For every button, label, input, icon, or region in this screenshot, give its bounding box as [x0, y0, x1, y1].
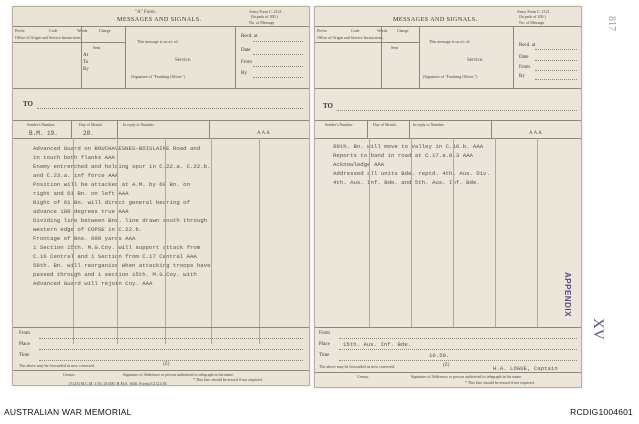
body-line: Right of 61 Bn. will direct general bearing of [33, 199, 191, 206]
footer-institution: AUSTRALIAN WAR MEMORIAL [4, 407, 132, 417]
erase-note: * This line should be erased if not required. [193, 377, 263, 382]
body-line: Acknowledge AAA [333, 161, 385, 168]
censor-label: Censor. [357, 374, 370, 379]
body-line: Dividing line between Bns. line drawn south through [33, 217, 208, 224]
message-on-ac-label: This message is on a/c of: [137, 39, 179, 44]
sent-label: Sent [93, 45, 101, 50]
form-label: "A" Form. [135, 10, 157, 15]
day-of-month-value: 28. [83, 130, 94, 137]
date-label: Date [519, 55, 529, 60]
message-form-right [314, 6, 582, 388]
signature-value: H.A. LOGUE, Captain [493, 365, 558, 372]
erase-note: * This line should be erased if not required. [465, 380, 535, 385]
in-reply-to-label: In reply to Number. [413, 122, 445, 127]
body-line: 59th. Bn. will reorganize when attacking troops have [33, 262, 211, 269]
appendix-roman-numeral: XV [590, 318, 606, 340]
time-value: 10.50. [429, 352, 450, 359]
form-title: MESSAGES AND SIGNALS. [393, 16, 478, 23]
forwarded-note: The above may be forwarded as now corrected. [19, 363, 95, 368]
in-reply-to-label: In reply to Number. [123, 122, 155, 127]
body-line: western edge of COPSE in C.22.b. [33, 226, 143, 233]
army-form-ref: Army Form C. 2121. [517, 9, 551, 14]
from-bottom-label: From [319, 331, 330, 336]
to-label-small: To [83, 60, 89, 65]
code-label: Code [49, 28, 58, 33]
body-line: and C.23.a. inf force AAA [33, 172, 119, 179]
from-label: From [241, 60, 252, 65]
place-value: 15th. Aus. Inf. Bde. [343, 341, 412, 348]
recd-at-label: Recd. at [519, 43, 536, 48]
to-label: TO [323, 102, 333, 110]
body-line: Addressed all units Bde. reptd. 4th. Aus. Div. [333, 170, 491, 177]
censor-label: Censor. [63, 372, 76, 377]
to-label: TO [23, 100, 33, 108]
from-label: From [519, 65, 530, 70]
by2-label: By [241, 71, 247, 76]
words-label: Words [377, 28, 388, 33]
form-title: MESSAGES AND SIGNALS. [117, 16, 202, 23]
service-label: Service. [467, 58, 484, 63]
by-label: By [519, 74, 525, 79]
army-form-ref-pads: (In pads of 100.) [519, 14, 546, 19]
body-line: 4th. Aus. Inf. Bde. and 5th. Aus. Inf. Bde. [333, 179, 480, 186]
body-line: passed through and 1 section 15th. M.G.Coy. with [33, 271, 197, 278]
office-origin-label: Office of Origin and Service Instructions. [317, 35, 384, 40]
from-bottom-label: From [19, 331, 30, 336]
appendix-stamp: APPENDIX [563, 272, 572, 317]
sent-label: Sent [391, 45, 399, 50]
army-form-ref-pads: (In pads of 100.) [251, 14, 278, 19]
body-line: Reports to band in road at C.17.a.0.3 AAA [333, 152, 473, 159]
code-label: Code [351, 28, 360, 33]
body-line: advance 180 degrees true AAA [33, 208, 129, 215]
senders-number-label: Sender's Number. [325, 122, 354, 127]
body-line: in touch both flanks AAA [33, 154, 115, 161]
body-line: C.16 Central and 1 Section from C.17 Central AAA [33, 253, 197, 260]
addressor-signature-label: Signature of Addressor or person authorised to telegraph in his name. [123, 372, 234, 377]
senders-number-label: Sender's Number. [27, 122, 56, 127]
words-label: Words [77, 28, 88, 33]
recd-at-label: Recd. at [241, 34, 258, 39]
message-on-ac-label: This message is on a/c of: [429, 39, 471, 44]
body-line: Enemy entrenched and holding spur in C.22.a. C.22.b. [33, 163, 211, 170]
aaa-label: AAA [529, 131, 543, 136]
body-line: Advanced Guard will rejoin Coy. AAA [33, 280, 153, 287]
by-label: By [83, 67, 89, 72]
prefix-label: Prefix [15, 28, 25, 33]
senders-number-value: B.M. 19. [29, 130, 58, 137]
day-of-month-label: Day of Month. [79, 122, 103, 127]
date-label: Date [241, 48, 251, 53]
body-line: right and 61 Bn. on left AAA [33, 190, 129, 197]
time-label: Time [19, 353, 30, 358]
day-of-month-label: Day of Month. [373, 122, 397, 127]
body-line: Frontage of Bns. 600 yards AAA [33, 235, 136, 242]
place-label: Place [319, 342, 330, 347]
print-line: (5125) M.C.M. 1/16. 25,000. H.M.S. 1646. Forms/C2121/18. [69, 381, 168, 386]
aaa-label: AAA [257, 131, 271, 136]
z-mark: (Z) [163, 362, 170, 367]
body-line: 1 Section 15th. M.G.Coy. will support attack from [33, 244, 201, 251]
at-label: At [83, 53, 88, 58]
no-of-message-label: No. of Message [249, 20, 275, 25]
z-mark: (Z) [443, 363, 450, 368]
body-line: Advanced Guard on BOUCHAVESNES-BOISLAINE Road and [33, 145, 201, 152]
place-label: Place [19, 342, 30, 347]
no-of-message-label: No. of Message [519, 20, 545, 25]
footer-record-id: RCDIG1004601 [570, 407, 633, 417]
office-origin-label: Office of Origin and Service Instructions. [15, 35, 82, 40]
message-form-left [12, 6, 310, 386]
service-label: Service. [175, 58, 192, 63]
addressor-signature-label: Signature of Addressor or person authorised to telegraph in his name. [411, 374, 522, 379]
time-label: Time [319, 353, 330, 358]
prefix-label: Prefix [317, 28, 327, 33]
franking-signature-label: (Signature of "Franking Officer.") [423, 74, 478, 79]
franking-signature-label: (Signature of "Franking Officer.") [131, 74, 186, 79]
page-number-stamp: 817 [606, 16, 617, 31]
army-form-ref: Army Form C. 2121. [249, 9, 283, 14]
body-line: Position will be attacked at A.M. by 60 Bn. on [33, 181, 191, 188]
charge-label: Charge [397, 28, 409, 33]
body-line: 60th. Bn. will move to Valley in C.16.b. AAA [333, 143, 484, 150]
charge-label: Charge [99, 28, 111, 33]
forwarded-note: The above may be forwarded as now corrected. [319, 364, 395, 369]
